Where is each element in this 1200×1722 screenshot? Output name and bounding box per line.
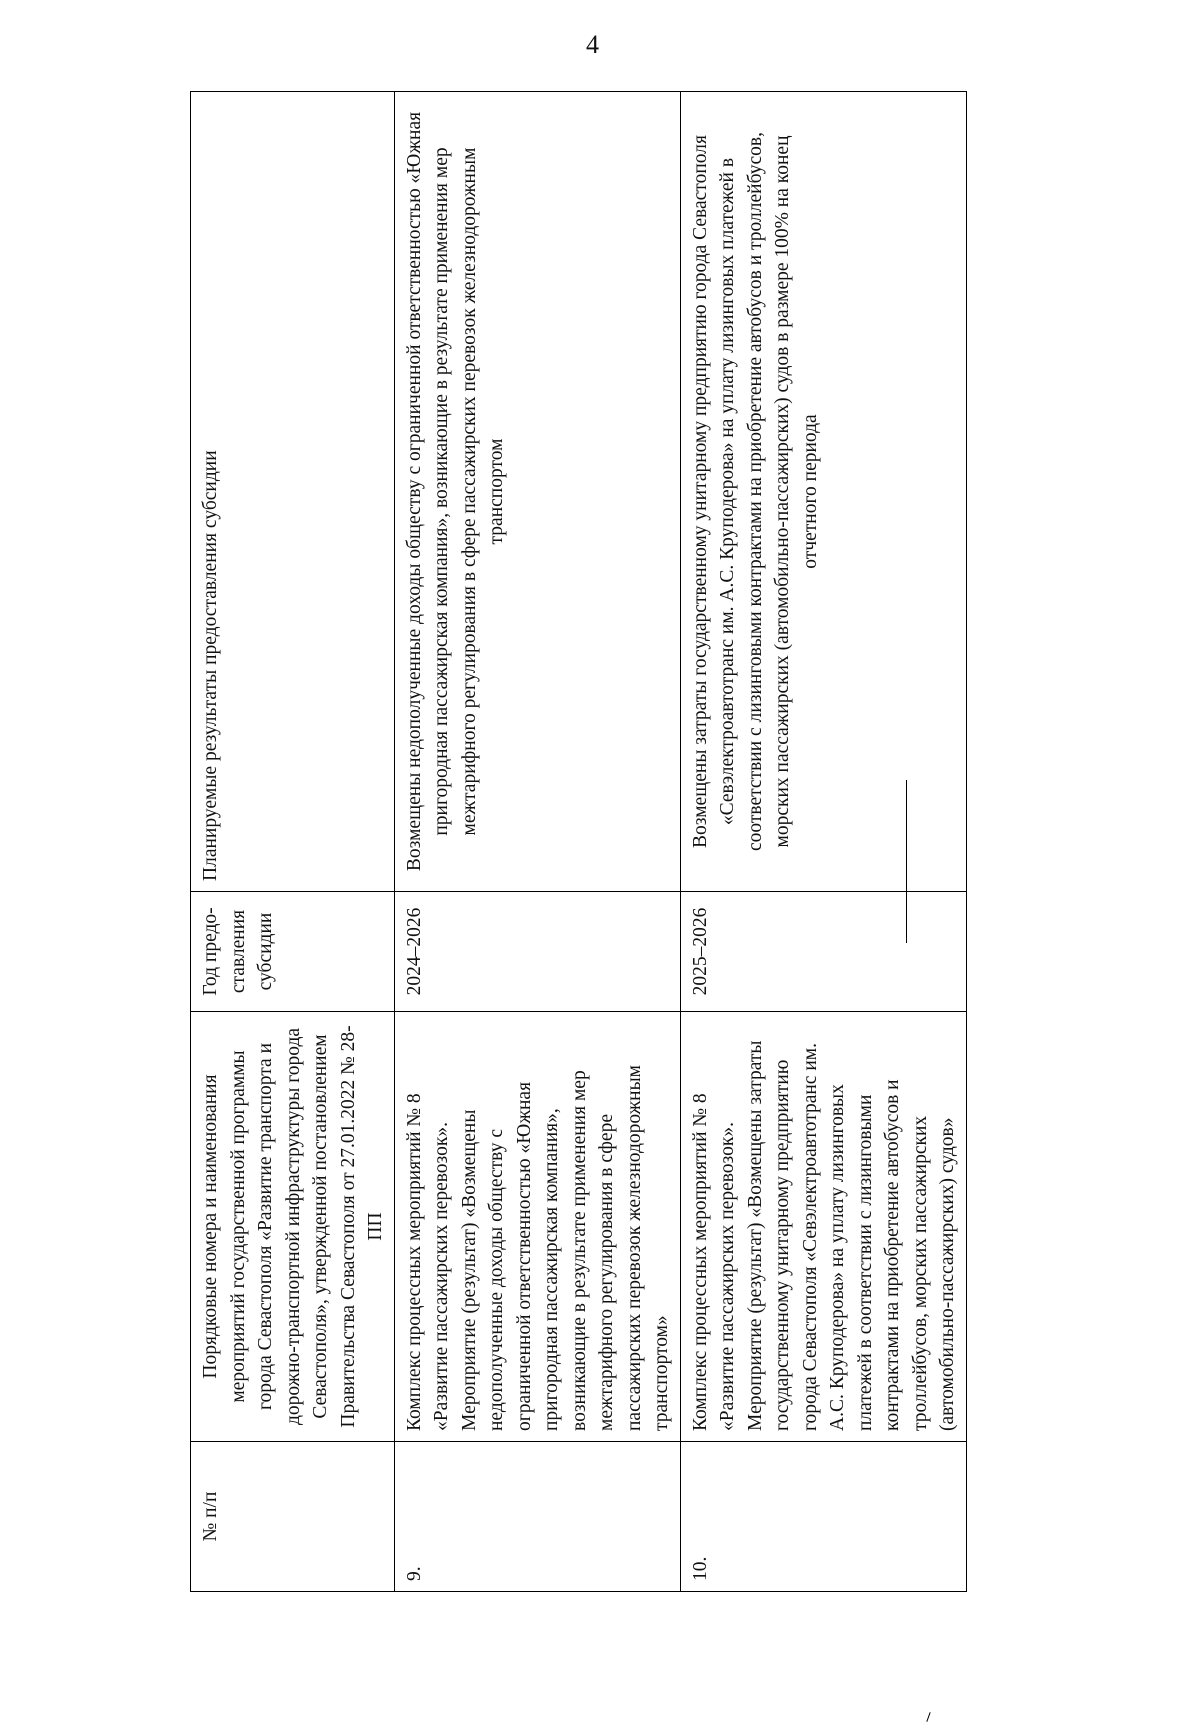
row-year: 2024–2026 [394, 892, 680, 1012]
page-number: 4 [586, 30, 599, 59]
row-name: Комплекс процессных мероприятий № 8 «Развитие пассажирских перевозок». Мероприятие (результат) «Возмещены недополученные доходы обществу с ограниченной ответственностью «Южная пригородная пассажирская компания», возникающие в результате применения мер межтарифного регулирования в сфере пассажирских перевозок железнодорожным транспортом» [394, 1012, 680, 1442]
corner-mark [926, 1712, 930, 1722]
table-row [680, 92, 966, 1592]
row-result: Возмещены затраты государственному унитарному предприятию города Севастополя «Севэлектроавтотранс им. А.С. Круподерова» на уплату лизинговых платежей в соответствии с лизинговыми контрактами на приобретение автобусов и троллейбусов, морских пассажирских (автомобильно-пассажирских) судов в размере 100% на конец отчетного периода [680, 92, 966, 892]
table-row [394, 92, 680, 1592]
header-num: № п/п [191, 1442, 395, 1592]
header-name: Порядковые номера и наименования мероприятий государственной программы города Севастополя «Развитие транспорта и дорожно-транспортной инфраструктуры города Севастополя», утвержденной постановлением Правительства Севастополя от 27.01.2022 № 28-ПП [191, 1012, 395, 1442]
row-name: Комплекс процессных мероприятий № 8 «Развитие пассажирских перевозок». Мероприятие (результат) «Возмещены затраты государственному унитарному предприятию города Севастополя «Севэлектроавтотранс им. А.С. Круподерова» на уплату лизинговых платежей в соответствии с лизинговыми контрактами на приобретение автобусов и троллейбусов, морских пассажирских (автомобильно-пассажирских) судов» [680, 1012, 966, 1442]
table-header-row [191, 92, 395, 1592]
row-num: 10. [680, 1442, 966, 1592]
subsidy-table [190, 91, 967, 1592]
header-result: Планируемые результаты предоставления субсидии [191, 92, 395, 892]
row-year: 2025–2026 [680, 892, 966, 1012]
rotated-table-container [190, 92, 958, 1592]
header-year: Год предо-ставления субсидии [191, 892, 395, 1012]
row-result: Возмещены недополученные доходы обществу с ограниченной ответственностью «Южная пригородная пассажирская компания», возникающие в результате применения мер межтарифного регулирования в сфере пассажирских перевозок железнодорожным транспортом [394, 92, 680, 892]
separator-line [906, 780, 907, 943]
row-num: 9. [394, 1442, 680, 1592]
